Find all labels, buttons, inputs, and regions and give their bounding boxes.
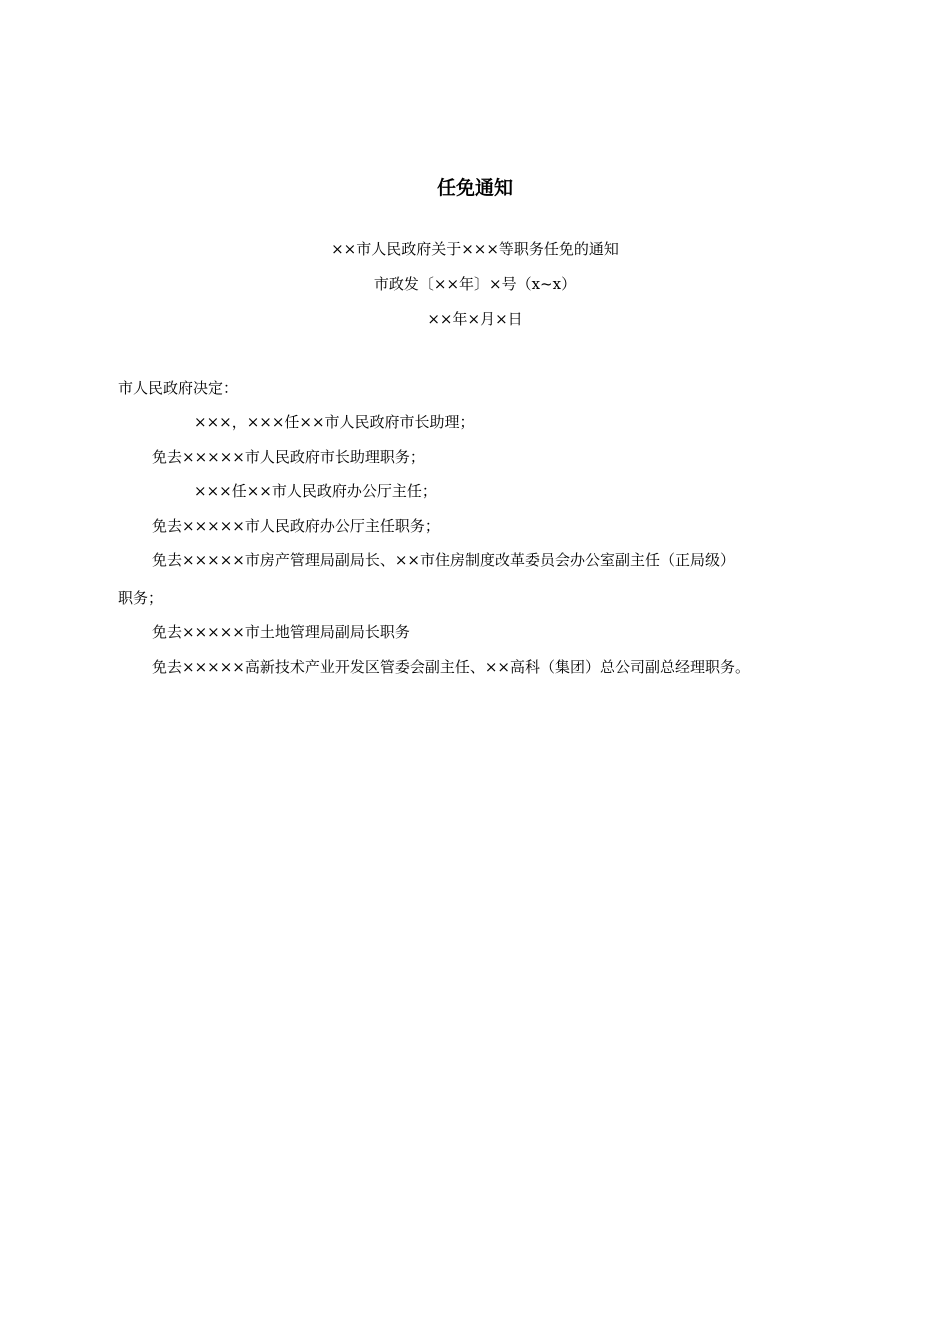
dismissal-line: 免去×××××高新技术产业开发区管委会副主任、××高科（集团）总公司副总经理职务。 [152, 658, 750, 676]
decision-opening: 市人民政府决定： [118, 379, 239, 397]
document-title: 任免通知 [436, 177, 513, 199]
dismissal-line: 免去×××××市人民政府市长助理职务； [152, 448, 425, 466]
dismissal-line: 免去×××××市土地管理局副局长职务 [152, 623, 410, 641]
dismissal-line-continuation: 职务； [118, 589, 164, 607]
document-number: 市政发〔××年〕×号（x~x） [373, 275, 577, 293]
dismissal-line: 免去×××××市人民政府办公厅主任职务； [152, 517, 440, 535]
appointment-line: ×××，×××任××市人民政府市长助理； [194, 413, 475, 431]
dismissal-line: 免去×××××市房产管理局副局长、××市住房制度改革委员会办公室副主任（正局级） [152, 551, 735, 569]
notice-subtitle: ××市人民政府关于×××等职务任免的通知 [331, 240, 619, 258]
appointment-line: ×××任××市人民政府办公厅主任； [194, 482, 437, 500]
document-date: ××年×月×日 [427, 310, 523, 328]
